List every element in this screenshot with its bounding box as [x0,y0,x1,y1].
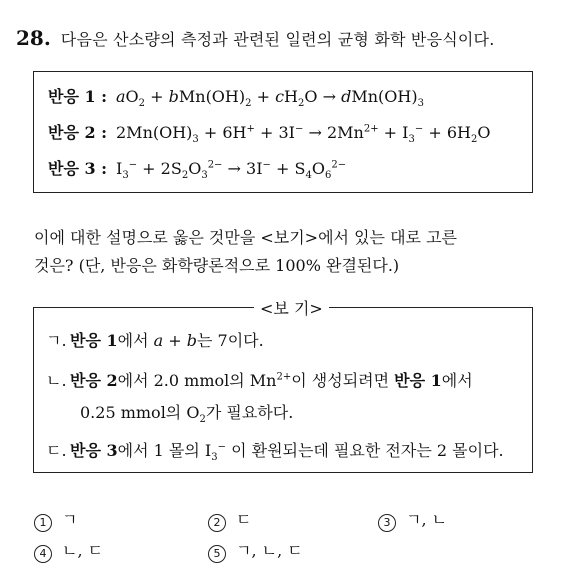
bogi-item-2-continuation: 0.25 mmol의 $O_2$가 필요하다. [80,403,294,426]
choice-1-text: ㄱ [62,510,78,529]
reaction-3 [48,156,346,182]
prompt-line-2: 것은? (단, 반응은 화학량론적으로 100% 완결된다.) [34,256,400,275]
choice-5-number: 5 [208,545,226,563]
reaction-2-equation: $2Mn(OH)_3 + 6H^+ + 3I^- \to 2Mn^{2+} + I_3^- + 6H_2O$ [116,123,491,146]
choice-4-text: ㄴ, ㄷ [62,541,104,560]
bogi-item-1 [46,328,264,351]
reaction-1-equation: $aO_2 + bMn(OH)_2 + cH_2O \to dMn(OH)_3$ [116,87,424,110]
reaction-2 [48,120,490,146]
bogi-item-1-text: 반응 1에서 a + b는 7이다. [70,331,264,350]
choice-1-number: 1 [34,514,52,532]
choice-3[interactable] [378,507,447,531]
bogi-title: <보 기> [254,296,329,319]
choice-3-text: ㄱ, ㄴ [406,510,448,529]
bogi-item-3-text: 반응 3에서 1 몰의 $I_3^-$ 이 환원되는데 필요한 전자는 2 몰이다. [70,441,504,464]
question-number: 28. [16,26,51,50]
choice-2-text: ㄷ [236,510,252,529]
choice-5[interactable] [208,538,303,562]
bogi-marker-2: ㄴ. [46,371,67,390]
choice-1[interactable] [34,507,77,531]
reaction-1 [48,84,424,110]
reaction-1-label: 반응 1 : [48,87,108,106]
choice-5-text: ㄱ, ㄴ, ㄷ [236,541,303,560]
choice-4[interactable] [34,538,103,562]
choice-2-number: 2 [208,514,226,532]
question-header [16,26,556,50]
bogi-marker-1: ㄱ. [46,331,67,350]
choice-2[interactable] [208,507,251,531]
bogi-item-3 [46,438,504,463]
question-stem: 다음은 산소량의 측정과 관련된 일련의 균형 화학 반응식이다. [60,30,495,49]
choice-4-number: 4 [34,545,52,563]
bogi-item-2-text: 반응 2에서 2.0 mmol의 $Mn^{2+}$이 생성되려면 반응 1에서 [70,371,473,390]
reaction-3-label: 반응 3 : [48,159,108,178]
choice-3-number: 3 [378,514,396,532]
prompt-line-1: 이에 대한 설명으로 옳은 것만을 <보기>에서 있는 대로 고른 [34,228,457,247]
reaction-box [33,71,533,193]
bogi-item-2 [46,368,473,391]
bogi-marker-3: ㄷ. [46,441,67,460]
bogi-box [33,299,533,473]
reaction-3-equation: $I_3^- + 2S_2O_3^{2-} \to 3I^- + S_4O_6^{2-}$ [116,159,347,182]
reaction-2-label: 반응 2 : [48,123,108,142]
